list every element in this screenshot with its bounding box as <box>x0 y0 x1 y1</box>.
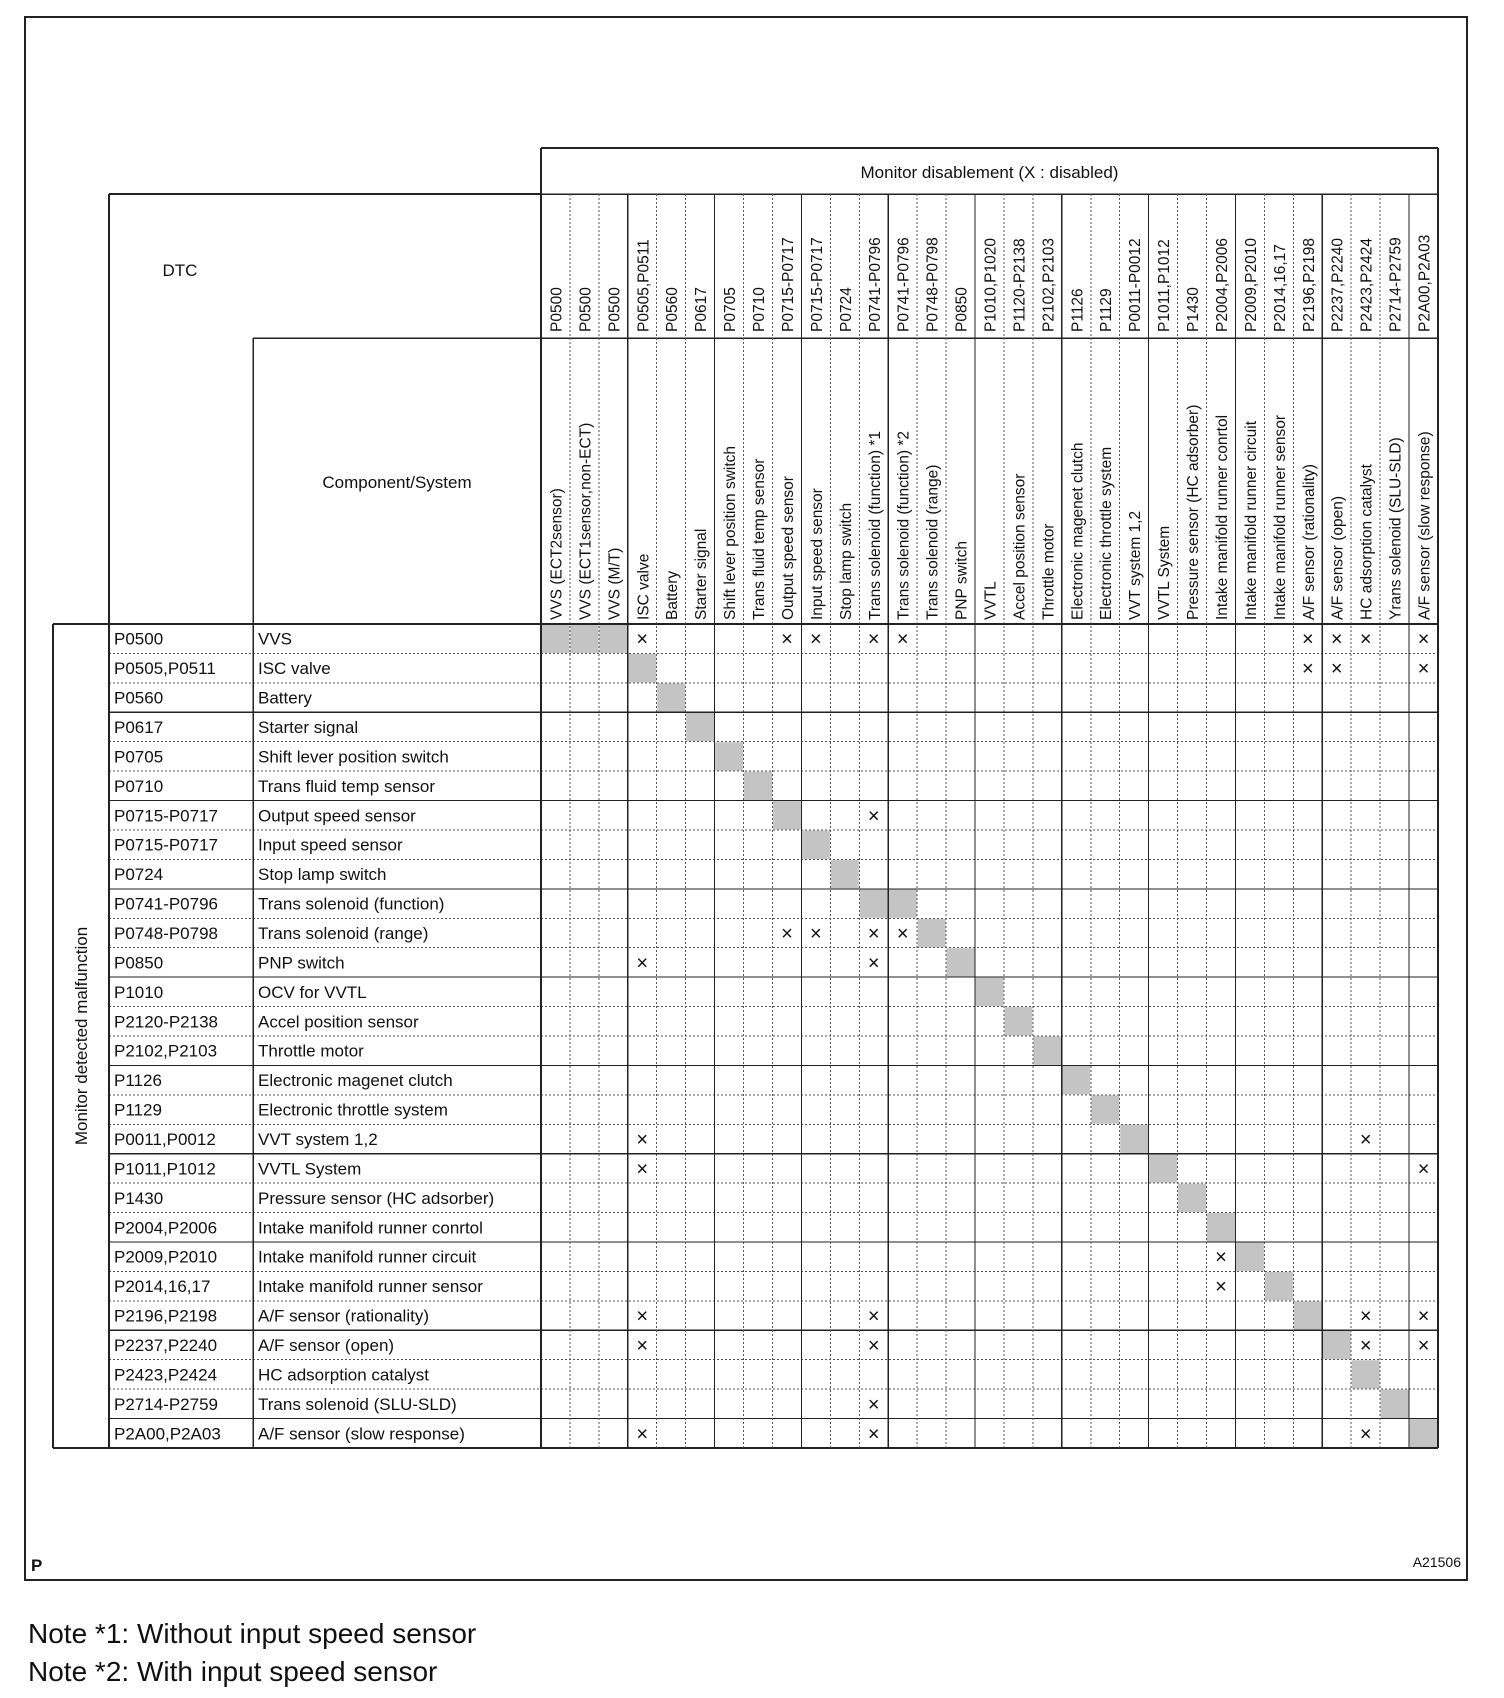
disabled-mark: × <box>867 1335 880 1357</box>
column-dtc-label: P0715-P0717 <box>779 237 797 332</box>
column-component-label: A/F sensor (open) <box>1329 495 1347 620</box>
row-component-label: A/F sensor (rationality) <box>258 1306 429 1326</box>
row-dtc-label: P2237,P2240 <box>114 1336 218 1355</box>
figure-corner-code: P <box>31 1556 43 1575</box>
disabled-mark: × <box>636 1158 649 1181</box>
note-2: Note *2: With input speed sensor <box>28 1656 438 1687</box>
row-dtc-label: P2120-P2138 <box>114 1012 218 1032</box>
shaded-cell <box>1178 1184 1206 1212</box>
row-component-label: VVTL System <box>258 1159 362 1179</box>
column-dtc-label: P0500 <box>577 287 595 332</box>
shaded-cell <box>1033 1037 1061 1065</box>
disabled-mark: × <box>1330 628 1343 651</box>
shaded-cell <box>976 978 1004 1006</box>
disabled-mark: × <box>1359 1129 1372 1151</box>
shaded-cell <box>1091 1095 1119 1123</box>
column-dtc-label: P2196,P2198 <box>1300 238 1318 332</box>
row-component-label: Accel position sensor <box>258 1012 419 1032</box>
shaded-cell <box>1294 1301 1322 1329</box>
disabled-mark: × <box>636 1305 649 1328</box>
row-component-label: Starter signal <box>258 718 359 737</box>
column-dtc-label: P1120-P2138 <box>1011 238 1029 332</box>
disabled-mark: × <box>810 628 822 651</box>
row-dtc-label: P2714-P2759 <box>114 1394 218 1414</box>
row-component-label: Throttle motor <box>258 1041 364 1061</box>
shaded-cell <box>860 889 888 917</box>
disabled-mark: × <box>636 1423 649 1446</box>
monitor-disablement-title: Monitor disablement (X : disabled) <box>860 163 1119 182</box>
disabled-mark: × <box>1417 1305 1430 1328</box>
row-dtc-label: P1430 <box>114 1188 164 1208</box>
column-dtc-label: P1430 <box>1185 287 1203 332</box>
column-component-label: Throttle motor <box>1040 523 1058 620</box>
disabled-mark: × <box>867 805 880 828</box>
row-component-label: Intake manifold runner circuit <box>258 1247 477 1267</box>
shaded-cell <box>1207 1213 1235 1241</box>
column-dtc-label: P2714-P2759 <box>1387 237 1405 332</box>
column-component-label: Shift lever position switch <box>722 445 740 620</box>
shaded-cell <box>947 948 975 976</box>
row-dtc-label: P1126 <box>114 1071 162 1091</box>
column-component-label: Trans solenoid (function) *1 <box>866 431 884 620</box>
disabled-mark: × <box>896 923 909 945</box>
row-component-label: Electronic throttle system <box>258 1100 448 1120</box>
row-dtc-label: P0011,P0012 <box>114 1130 216 1149</box>
row-component-label: ISC valve <box>258 659 331 679</box>
column-dtc-label: P0741-P0796 <box>895 237 913 332</box>
row-component-label: VVT system 1,2 <box>258 1130 378 1149</box>
row-component-label: Intake manifold runner sensor <box>258 1277 483 1297</box>
disabled-mark: × <box>636 952 649 975</box>
column-dtc-label: P2A00,P2A03 <box>1416 234 1434 332</box>
shaded-cell <box>1120 1125 1148 1153</box>
column-component-label: ISC valve <box>635 553 653 620</box>
row-component-label: Trans solenoid (SLU-SLD) <box>258 1394 457 1414</box>
row-dtc-label: P1010 <box>114 982 164 1002</box>
column-dtc-label: P2004,P2006 <box>1213 238 1231 332</box>
disabled-mark: × <box>1417 1158 1430 1181</box>
column-component-label: PNP switch <box>953 541 971 620</box>
row-dtc-label: P1011,P1012 <box>114 1159 216 1179</box>
shaded-cell <box>744 772 772 800</box>
column-component-label: Pressure sensor (HC adsorber) <box>1185 404 1203 620</box>
column-component-label: Output speed sensor <box>779 476 797 620</box>
row-component-label: Battery <box>258 688 312 708</box>
column-component-label: VVT system 1,2 <box>1127 510 1145 620</box>
row-component-label: Stop lamp switch <box>258 865 387 885</box>
column-dtc-label: P1011,P1012 <box>1156 239 1174 332</box>
row-dtc-label: P0710 <box>114 776 164 796</box>
column-component-label: Electronic throttle system <box>1098 446 1116 620</box>
row-component-label: Pressure sensor (HC adsorber) <box>258 1188 495 1208</box>
row-component-label: Intake manifold runner conrtol <box>258 1218 483 1238</box>
disabled-mark: × <box>636 1335 649 1357</box>
column-dtc-label: P0500 <box>606 287 624 332</box>
figure-id: A21506 <box>1412 1554 1461 1570</box>
shaded-cell <box>802 831 830 859</box>
disabled-mark: × <box>636 628 649 651</box>
shaded-cell <box>1352 1360 1380 1388</box>
column-dtc-label: P0850 <box>953 287 971 332</box>
disabled-mark: × <box>781 923 793 945</box>
column-dtc-label: P0500 <box>548 287 566 332</box>
row-component-label: Trans fluid temp sensor <box>258 776 435 796</box>
column-component-label: Intake manifold runner conrtol <box>1213 414 1231 620</box>
row-component-label: Shift lever position switch <box>258 747 449 767</box>
row-dtc-label: P0500 <box>114 629 164 649</box>
row-component-label: Trans solenoid (range) <box>258 924 429 943</box>
column-dtc-label: P0505,P0511 <box>635 239 653 332</box>
shaded-cell <box>715 742 743 770</box>
row-dtc-label: P0560 <box>114 688 164 708</box>
column-component-label: Stop lamp switch <box>837 502 855 620</box>
shaded-cell <box>599 625 627 653</box>
disabled-mark: × <box>867 1393 880 1416</box>
disabled-mark: × <box>1417 628 1430 651</box>
shaded-cell <box>1265 1272 1293 1300</box>
shaded-cell <box>889 889 917 917</box>
disabled-mark: × <box>781 628 793 651</box>
column-component-label: Starter signal <box>693 528 711 620</box>
shaded-cell <box>542 625 570 653</box>
row-component-label: Input speed sensor <box>258 835 403 855</box>
column-dtc-label: P1126 <box>1069 288 1087 332</box>
disabled-mark: × <box>1359 1335 1372 1357</box>
disabled-mark: × <box>867 628 880 651</box>
row-dtc-label: P2196,P2198 <box>114 1306 218 1326</box>
column-dtc-label: P0748-P0798 <box>924 237 942 332</box>
shaded-cell <box>1062 1066 1090 1094</box>
column-component-label: Intake manifold runner sensor <box>1271 414 1289 620</box>
column-dtc-label: P0715-P0717 <box>808 237 826 332</box>
row-group-label: Monitor detected malfunction <box>72 926 91 1146</box>
disabled-mark: × <box>1417 1335 1430 1357</box>
shaded-cell <box>831 860 859 888</box>
disabled-mark: × <box>896 628 909 651</box>
column-dtc-label: P2009,P2010 <box>1242 238 1260 332</box>
row-component-label: Electronic magenet clutch <box>258 1071 453 1091</box>
shaded-cell <box>657 683 685 711</box>
column-component-label: Yrans solenoid (SLU-SLD) <box>1387 437 1405 620</box>
row-component-label: HC adsorption catalyst <box>258 1365 430 1385</box>
row-dtc-label: P0850 <box>114 953 164 973</box>
shaded-cell <box>1236 1243 1264 1271</box>
shaded-cell <box>1323 1331 1351 1359</box>
note-1: Note *1: Without input speed sensor <box>28 1618 477 1649</box>
column-component-label: Accel position sensor <box>1011 473 1029 620</box>
column-component-label: Trans solenoid (function) *2 <box>895 431 913 620</box>
row-dtc-label: P1129 <box>114 1100 162 1120</box>
shaded-cell <box>773 801 801 829</box>
row-dtc-label: P2423,P2424 <box>114 1365 218 1385</box>
column-dtc-label: P2102,P2103 <box>1040 238 1058 332</box>
row-dtc-label: P0505,P0511 <box>114 659 216 679</box>
shaded-cell <box>570 625 598 653</box>
column-component-label: Trans fluid temp sensor <box>751 458 769 620</box>
column-component-label: VVS (ECT2sensor) <box>548 488 566 620</box>
disabled-mark: × <box>867 923 880 945</box>
disabled-mark: × <box>1330 658 1343 681</box>
column-dtc-label: P2423,P2424 <box>1358 238 1376 332</box>
column-component-label: VVS (ECT1sensor,non-ECT) <box>577 422 595 620</box>
column-component-label: HC adsorption catalyst <box>1358 464 1376 620</box>
shaded-cell <box>1149 1154 1177 1182</box>
column-dtc-label: P2014,16,17 <box>1271 244 1289 332</box>
row-component-label: OCV for VVTL <box>258 982 367 1002</box>
row-dtc-label: P2009,P2010 <box>114 1247 218 1267</box>
shaded-cell <box>1410 1419 1438 1447</box>
column-component-label: Trans solenoid (range) <box>924 464 942 620</box>
row-dtc-label: P0705 <box>114 747 164 767</box>
disabled-mark: × <box>1417 658 1430 681</box>
column-component-label: A/F sensor (slow response) <box>1416 431 1434 620</box>
shaded-cell <box>1381 1390 1409 1418</box>
row-component-label: Output speed sensor <box>258 806 416 826</box>
disabled-mark: × <box>1359 1305 1372 1328</box>
row-dtc-label: P2A00,P2A03 <box>114 1424 221 1444</box>
column-dtc-label: P0617 <box>693 287 711 332</box>
component-system-header: Component/System <box>322 473 472 492</box>
column-dtc-label: P0705 <box>722 287 740 332</box>
row-dtc-label: P0617 <box>114 718 164 737</box>
column-component-label: Intake manifold runner circuit <box>1242 420 1260 620</box>
disabled-mark: × <box>1301 658 1314 681</box>
disabled-mark: × <box>867 1305 880 1328</box>
row-dtc-label: P2102,P2103 <box>114 1041 218 1061</box>
column-dtc-label: P0710 <box>751 287 769 332</box>
row-dtc-label: P0741-P0796 <box>114 894 218 914</box>
shaded-cell <box>628 654 656 682</box>
column-component-label: VVTL System <box>1156 525 1174 620</box>
column-dtc-label: P0724 <box>837 287 855 332</box>
column-dtc-label: P2237,P2240 <box>1329 238 1347 332</box>
column-component-label: A/F sensor (rationality) <box>1300 464 1318 620</box>
disabled-mark: × <box>636 1129 649 1151</box>
row-dtc-label: P0748-P0798 <box>114 924 218 943</box>
shaded-cell <box>686 713 714 741</box>
column-component-label: VVS (M/T) <box>606 547 624 620</box>
column-dtc-label: P1129 <box>1098 288 1116 332</box>
column-dtc-label: P1010,P1020 <box>982 238 1000 332</box>
disabled-mark: × <box>1359 1423 1372 1446</box>
column-component-label: Electronic magenet clutch <box>1069 442 1087 620</box>
row-component-label: A/F sensor (open) <box>258 1336 395 1355</box>
disabled-mark: × <box>1301 628 1314 651</box>
row-dtc-label: P0715-P0717 <box>114 835 218 855</box>
column-component-label: VVTL <box>982 581 1000 620</box>
shaded-cell <box>918 919 946 947</box>
disabled-mark: × <box>810 923 822 945</box>
row-dtc-label: P2004,P2006 <box>114 1218 218 1238</box>
column-component-label: Battery <box>664 570 682 620</box>
dtc-header: DTC <box>162 261 198 280</box>
shaded-cell <box>1004 1007 1032 1035</box>
disabled-mark: × <box>867 952 880 975</box>
row-component-label: VVS <box>258 629 293 649</box>
row-dtc-label: P0724 <box>114 865 164 885</box>
row-dtc-label: P2014,16,17 <box>114 1277 211 1297</box>
column-dtc-label: P0560 <box>664 287 682 332</box>
disabled-mark: × <box>867 1423 880 1446</box>
row-component-label: Trans solenoid (function) <box>258 894 445 914</box>
disabled-mark: × <box>1359 628 1372 651</box>
row-component-label: PNP switch <box>258 953 345 973</box>
disabled-mark: × <box>1215 1276 1227 1299</box>
disabled-mark: × <box>1215 1246 1227 1269</box>
row-dtc-label: P0715-P0717 <box>114 806 218 826</box>
column-dtc-label: P0741-P0796 <box>866 237 884 332</box>
row-component-label: A/F sensor (slow response) <box>258 1424 465 1444</box>
column-dtc-label: P0011-P0012 <box>1127 238 1145 332</box>
column-component-label: Input speed sensor <box>808 488 826 620</box>
